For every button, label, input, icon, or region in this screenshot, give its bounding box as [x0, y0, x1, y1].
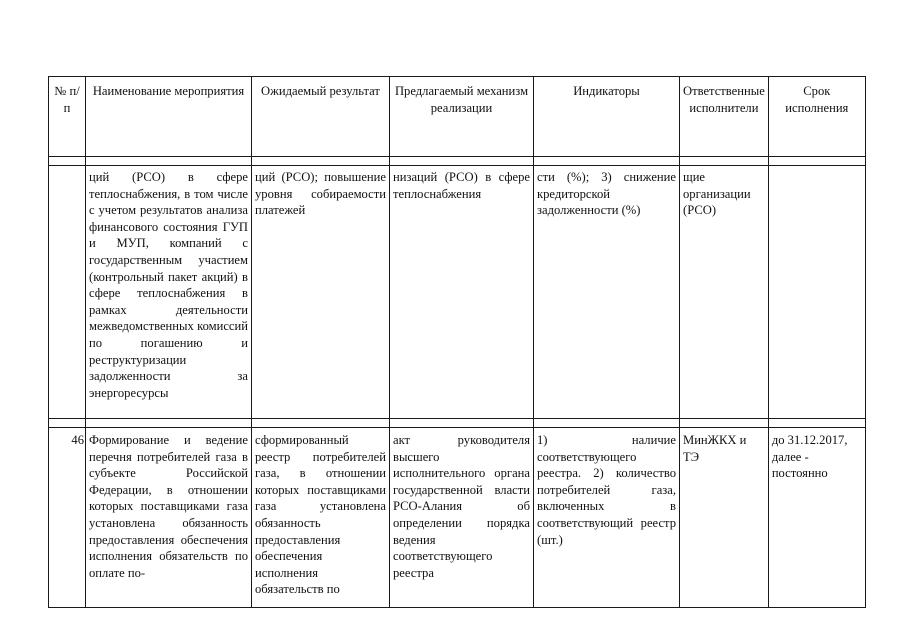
header-responsible: Ответственные исполнители — [680, 77, 769, 157]
table-header-row — [49, 77, 866, 157]
table-row — [49, 428, 866, 608]
cell-number — [49, 166, 86, 419]
header-result: Ожидаемый результат — [252, 77, 390, 157]
cell-name: Формирование и ведение перечня потребителей газа в субъекте Российской Федерации, в отношении которых поставщиками газа установлена обязанность предоставления обеспечения исполнения обязательств по оплате по- — [86, 428, 252, 608]
table-spacer — [49, 157, 866, 166]
header-deadline: Срок исполнения — [768, 77, 865, 157]
cell-responsible: щие организации (РСО) — [680, 166, 769, 419]
cell-result: ций (РСО); повышение уровня собираемости платежей — [252, 166, 390, 419]
cell-mechanism: низаций (РСО) в сфере теплоснабжения — [390, 166, 534, 419]
cell-name: ций (РСО) в сфере теплоснабжения, в том числе с учетом результатов анализа финансового состояния ГУП и МУП, компаний с государственным участием (контрольный пакет акций) в сфере теплоснабжения в рамках деятельности межведомственных комиссий по погашению и реструктуризации задолженности за энергоресурсы — [86, 166, 252, 419]
cell-deadline — [768, 166, 865, 419]
table-spacer — [49, 419, 866, 428]
measures-table — [48, 76, 866, 608]
header-number: № п/п — [49, 77, 86, 157]
cell-responsible: МинЖКХ и ТЭ — [680, 428, 769, 608]
cell-indicators: сти (%); 3) снижение кредиторской задолженности (%) — [534, 166, 680, 419]
cell-indicators: 1) наличие соответствующего реестра. 2) количество потребителей газа, включенных в соответствующий реестр (шт.) — [534, 428, 680, 608]
cell-result: сформированный реестр потребителей газа, в отношении которых поставщиками газа установлена обязанность предоставления обеспечения исполнения обязательств по — [252, 428, 390, 608]
header-indicators: Индикаторы — [534, 77, 680, 157]
cell-deadline: до 31.12.2017, далее - постоянно — [768, 428, 865, 608]
cell-number: 46 — [49, 428, 86, 608]
header-mechanism: Предлагаемый механизм реализации — [390, 77, 534, 157]
cell-mechanism: акт руководителя высшего исполнительного органа государственной власти РСО-Алания об определении порядка ведения соответствующего реестра — [390, 428, 534, 608]
table-row — [49, 166, 866, 419]
header-name: Наименование мероприятия — [86, 77, 252, 157]
